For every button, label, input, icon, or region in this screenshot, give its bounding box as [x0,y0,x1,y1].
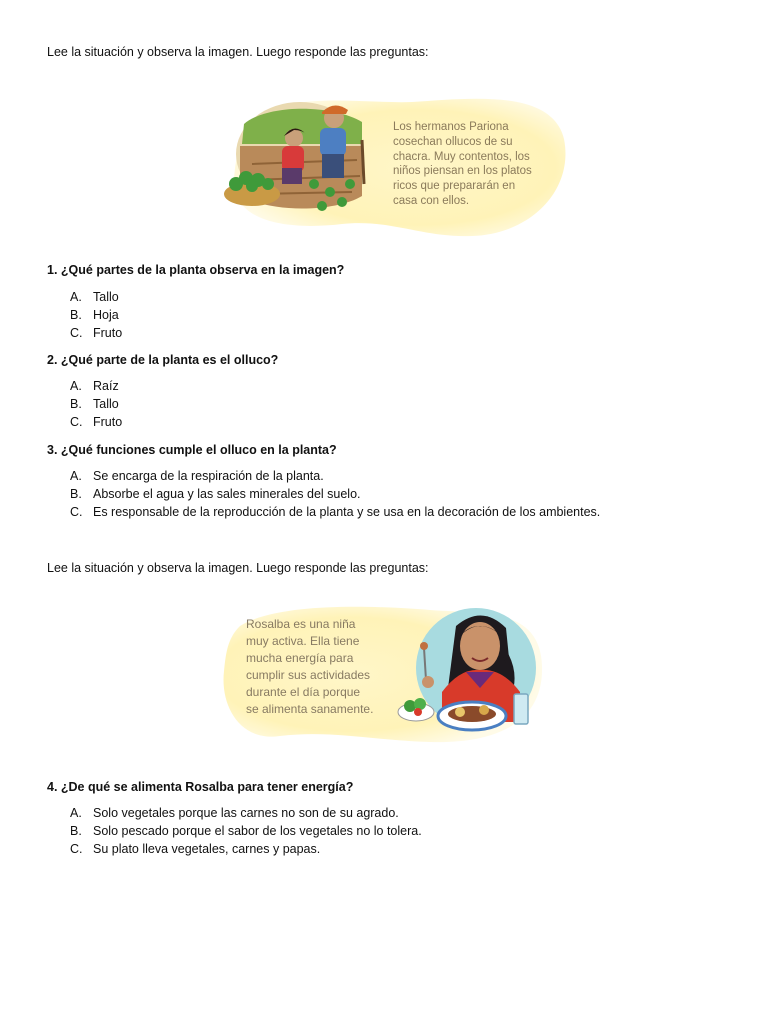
option-letter: A. [70,469,82,483]
option-text: Su plato lleva vegetales, carnes y papas. [93,841,321,856]
rosalba-story-line: muy activa. Ella tiene [246,634,360,648]
option-item [70,378,122,396]
option-text: Es responsable de la reproducción de la planta y se usa en la decoración de los ambientes. [93,504,601,519]
option-text: Fruto [93,414,123,429]
option-text: Tallo [93,290,119,304]
question-4: 4. ¿De qué se alimenta Rosalba para tener energía? [47,780,354,794]
harvest-story-line: casa con ellos. [393,194,470,207]
option-item [70,468,600,486]
options-question-2 [70,378,122,431]
harvest-story-line: niños piensan en los platos [393,165,532,178]
option-text: Raíz [93,379,119,393]
option-text: Hoja [93,307,119,322]
rosalba-story-line: durante el día porque [246,685,361,699]
options-question-3 [70,468,600,521]
question-1: 1. ¿Qué partes de la planta observa en la imagen? [47,263,345,277]
option-text: Solo vegetales porque las carnes no son de su agrado. [93,806,399,820]
harvest-story-line: chacra. Muy contentos, los [393,150,530,163]
option-item [70,307,122,325]
option-letter: B. [70,396,82,411]
question-2: 2. ¿Qué parte de la planta es el olluco? [47,353,279,367]
illustration-rosalba [220,596,550,746]
option-letter: C. [70,414,83,429]
harvest-story-line: Los hermanos Pariona [393,121,509,133]
instruction-text-1: Lee la situación y observa la imagen. Luego responde las preguntas: [47,45,429,59]
question-3: 3. ¿Qué funciones cumple el olluco en la planta? [47,443,337,457]
option-item [70,396,122,414]
rosalba-story-line: mucha energía para [246,651,354,665]
option-letter: C. [70,325,83,340]
option-text: Solo pescado porque el sabor de los vegetales no lo tolera. [93,823,422,838]
options-question-1 [70,289,122,342]
option-item [70,486,600,504]
illustration-harvest [222,84,568,240]
rosalba-story-line: se alimenta sanamente. [246,702,374,716]
rosalba-story-line: Rosalba es una niña [246,617,356,631]
instruction-text-2: Lee la situación y observa la imagen. Luego responde las preguntas: [47,561,429,575]
option-item [70,823,422,841]
option-letter: B. [70,823,82,838]
option-item [70,289,122,307]
harvest-story-line: ricos que prepararán en [393,180,516,193]
option-item [70,414,122,432]
option-letter: A. [70,379,82,393]
option-letter: A. [70,290,82,304]
option-text: Absorbe el agua y las sales minerales del suelo. [93,486,361,501]
option-text: Se encarga de la respiración de la planta. [93,469,324,483]
option-text: Tallo [93,396,119,411]
option-item [70,805,422,823]
option-letter: C. [70,504,83,519]
harvest-story-line: cosechan ollucos de su [393,135,513,148]
option-item [70,841,422,859]
option-letter: C. [70,841,83,856]
rosalba-story-text [246,616,373,718]
option-item [70,325,122,343]
option-letter: A. [70,806,82,820]
option-text: Fruto [93,325,123,340]
harvest-story-text [393,120,532,209]
option-item [70,504,600,522]
options-question-4 [70,805,422,858]
rosalba-story-line: cumplir sus actividades [246,668,371,682]
option-letter: B. [70,486,82,501]
option-letter: B. [70,307,82,322]
